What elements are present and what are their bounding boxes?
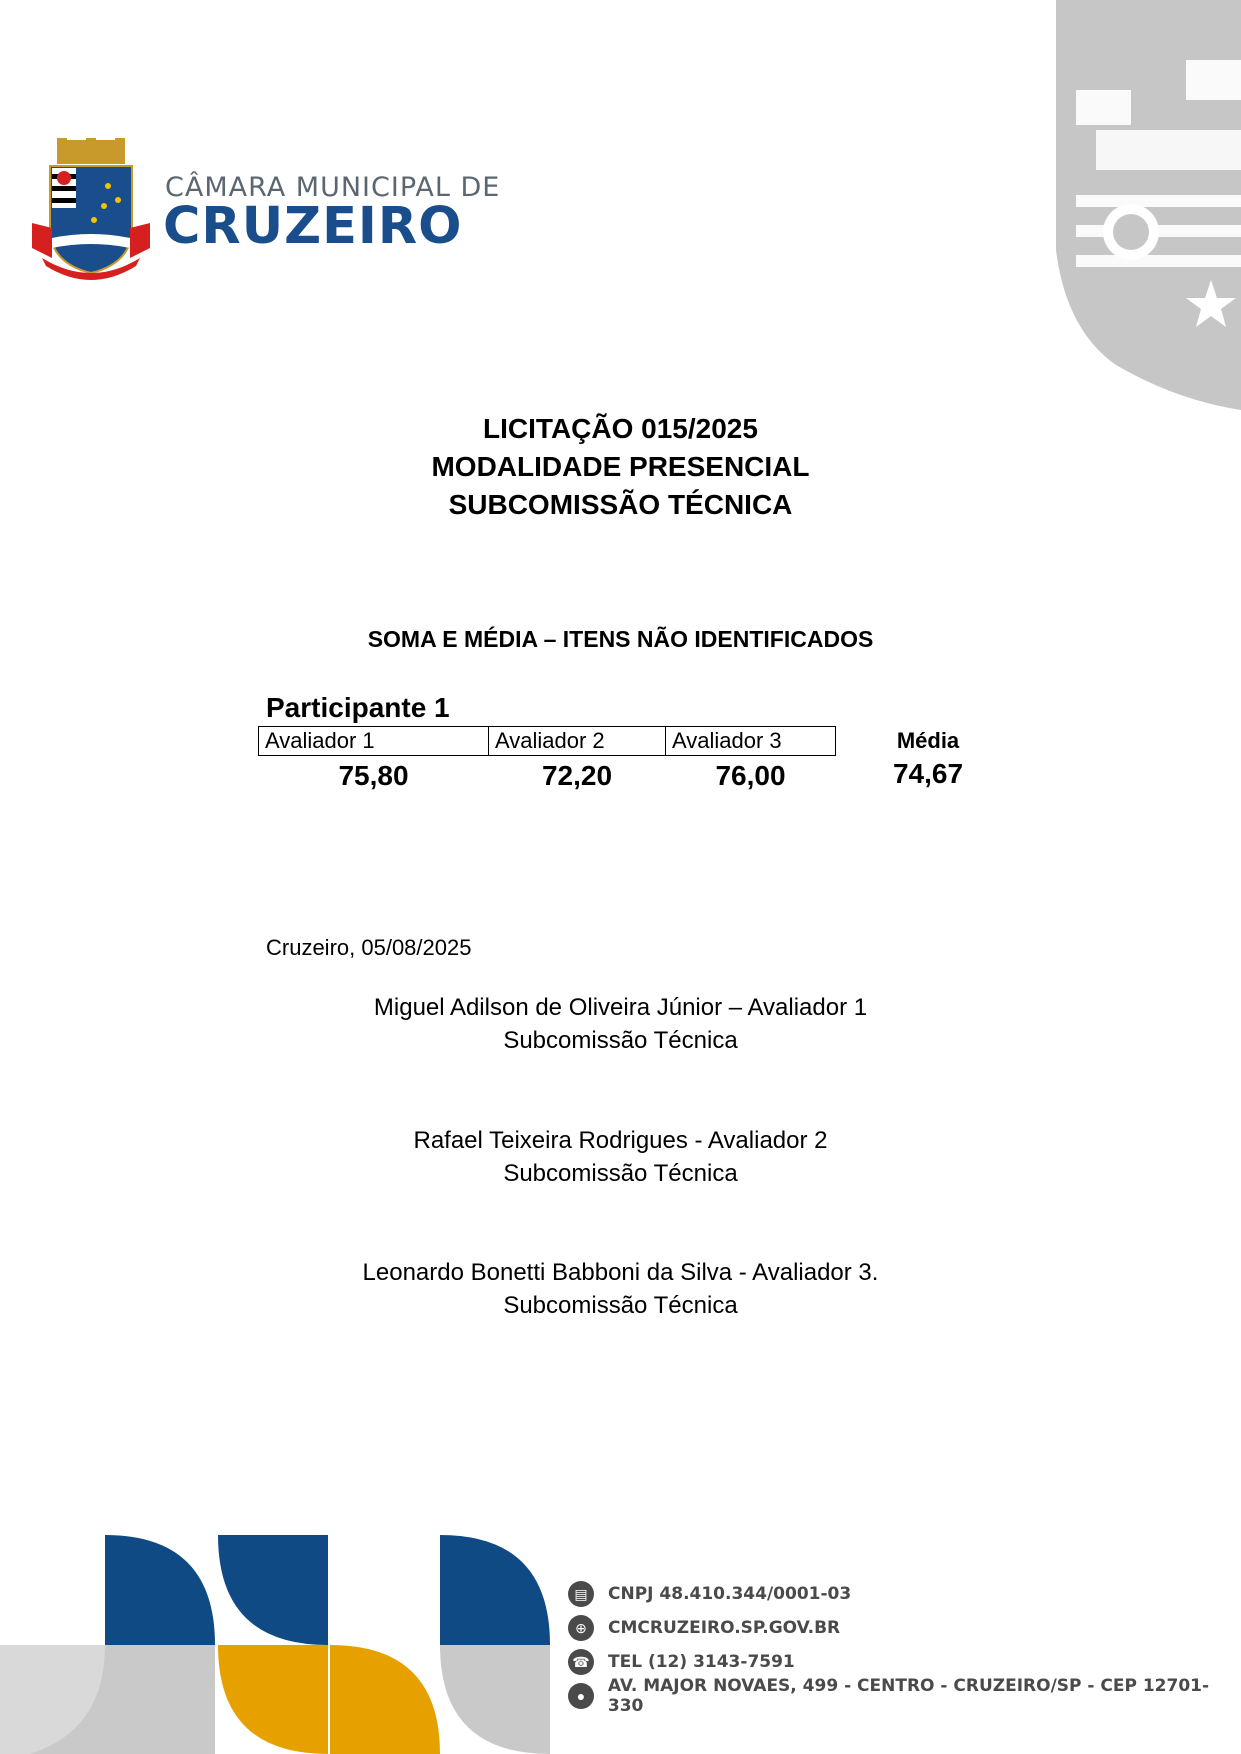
globe-icon: ⊕ [568,1615,594,1641]
header-avaliador-2: Avaliador 2 [489,727,666,756]
contact-cnpj-text: CNPJ 48.410.344/0001-03 [608,1584,852,1604]
document-date: Cruzeiro, 05/08/2025 [266,935,472,960]
signature-role-2: Subcomissão Técnica [503,1160,738,1187]
phone-icon: ☎ [568,1649,594,1675]
org-name-line1: CÂMARA MUNICIPAL DE [165,172,501,203]
section-subtitle: SOMA E MÉDIA – ITENS NÃO IDENTIFICADOS [367,626,874,652]
document-title-line1: LICITAÇÃO 015/2025 [483,413,758,444]
contact-site-text: CMCRUZEIRO.SP.GOV.BR [608,1618,841,1638]
header-avaliador-1: Avaliador 1 [259,727,489,756]
crest-logo-icon [32,138,150,284]
signature-role-1: Subcomissão Técnica [503,1027,738,1054]
signature-name-3: Leonardo Bonetti Babboni da Silva - Avaliador 3. [362,1259,879,1286]
signature-role-3: Subcomissão Técnica [503,1292,738,1319]
document-icon: ▤ [568,1581,594,1607]
document-title-line2: MODALIDADE PRESENCIAL [431,451,810,482]
media-value: 74,67 [892,758,964,789]
contact-phone-text: TEL (12) 3143-7591 [608,1652,795,1672]
signature-name-2: Rafael Teixeira Rodrigues - Avaliador 2 [413,1127,828,1154]
contact-address-text: AV. MAJOR NOVAES, 499 - CENTRO - CRUZEIRO/SP - CEP 12701-330 [607,1676,1210,1716]
location-pin-icon: ● [568,1683,594,1709]
watermark-crest [1056,0,1241,410]
org-name-line2: CRUZEIRO [163,197,463,256]
scores-table [258,726,836,793]
header-avaliador-3: Avaliador 3 [666,727,836,756]
score-avaliador-3: 76,00 [715,760,786,791]
score-avaliador-1: 75,80 [338,760,409,791]
signature-name-1: Miguel Adilson de Oliveira Júnior – Avaliador 1 [373,994,868,1021]
contact-address [568,1676,1241,1716]
score-avaliador-2: 72,20 [541,760,613,791]
media-label: Média [896,728,960,753]
document-title-line3: SUBCOMISSÃO TÉCNICA [448,489,793,520]
contact-phone [568,1649,795,1675]
contact-site [568,1615,840,1641]
footer-graphic [0,1530,560,1754]
participant-label: Participante 1 [266,692,450,723]
contact-cnpj [568,1581,851,1607]
